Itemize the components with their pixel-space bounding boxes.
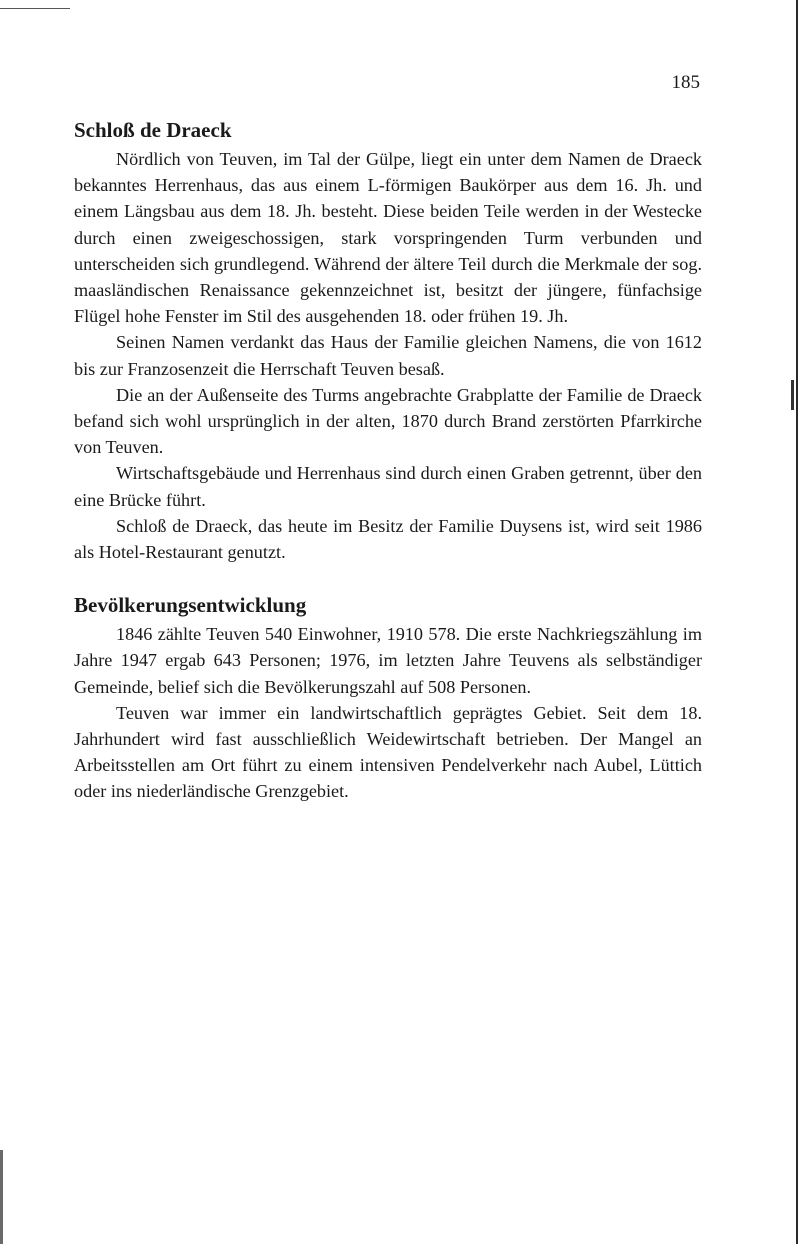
- section-schloss-de-draeck: [74, 116, 702, 565]
- section-heading: Schloß de Draeck: [74, 118, 232, 142]
- section-bevoelkerungsentwicklung: [74, 591, 702, 804]
- paragraph: Schloß de Draeck, das heute im Besitz der Familie Duysens ist, wird seit 1986 als Hotel-Restaurant genutzt.: [74, 515, 702, 563]
- binding-edge-shadow: [0, 1150, 3, 1244]
- paragraph: Wirtschaftsgebäude und Herrenhaus sind durch einen Graben getrennt, über den eine Brücke führt.: [74, 463, 702, 510]
- page-edge-rule: [0, 8, 70, 9]
- section-heading: Bevölkerungsentwicklung: [74, 593, 307, 618]
- page-edge-mark: [791, 380, 794, 410]
- paragraph: Die an der Außenseite des Turms angebrachte Grabplatte der Familie de Draeck befand sich wohl ursprünglich in der alten, 1870 durch Brand zerstörten Pfarrkirche von Teuven.: [74, 384, 702, 458]
- page-edge-shadow: [796, 0, 798, 1244]
- paragraph: 1846 zählte Teuven 540 Einwohner, 1910 578. Die erste Nachkriegszählung im Jahre 1947 ergab 643 Personen; 1976, im letzten Jahre Teuvens als selbständiger Gemeinde, belief sich die Bevölkerungszahl auf 508 Personen.: [74, 624, 702, 697]
- paragraph: Seinen Namen verdankt das Haus der Familie gleichen Namens, die von 1612 bis zur Franzosenzeit die Herrschaft Teuven besaß.: [74, 332, 702, 379]
- page-number: 185: [671, 72, 700, 93]
- paragraph: Nördlich von Teuven, im Tal der Gülpe, liegt ein unter dem Namen de Draeck bekanntes Herrenhaus, das aus einem L-förmigen Baukörper aus dem 16. Jh. und einem Längsbau aus dem 18. Jh. besteht. Diese beiden Teile werden in der Westecke durch einen zweigeschossigen, stark vorspringenden Turm verbunden und unterscheiden sich grundlegend. Während der ältere Teil durch die Merkmale der sog. maasländischen Renaissance gekennzeichnet ist, besitzt der jüngere, fünfachsige Flügel hohe Fenster im Stil des ausgehenden 18. oder frühen 19. Jh.: [74, 149, 702, 327]
- page-body: [74, 116, 702, 805]
- paragraph: Teuven war immer ein landwirtschaftlich geprägtes Gebiet. Seit dem 18. Jahrhundert wird fast ausschließlich Weidewirtschaft betrieben. Der Mangel an Arbeitsstellen am Ort führt zu einem intensiven Pendelverkehr nach Aubel, Lüttich oder ins niederländische Grenzgebiet.: [74, 702, 702, 802]
